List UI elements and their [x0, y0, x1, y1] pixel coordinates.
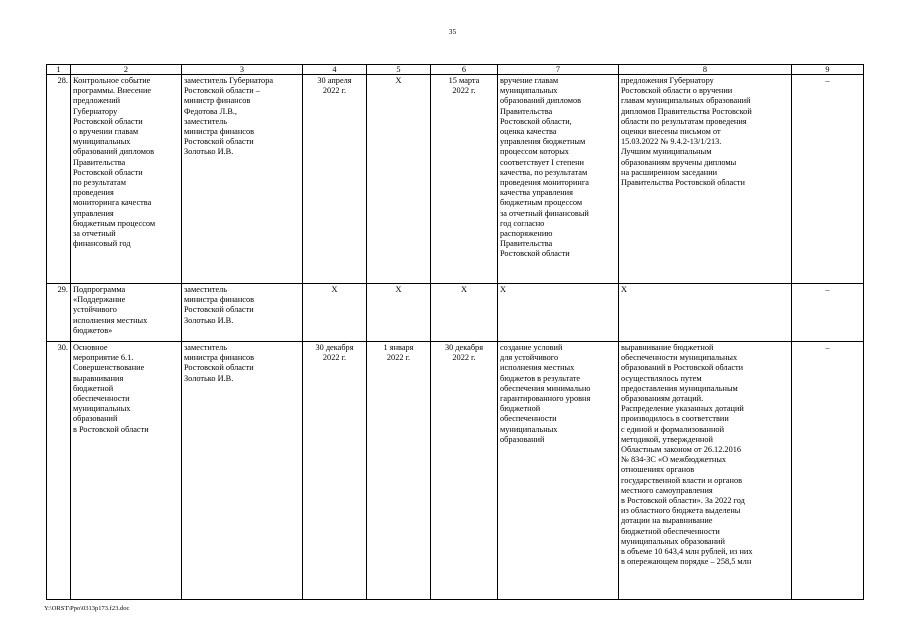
- event-name-line: бюджетным процессом: [73, 218, 156, 228]
- event-name-line: по результатам: [73, 178, 126, 188]
- expected-result-line: управления бюджетным: [500, 137, 586, 147]
- header-cell: 2: [71, 65, 182, 75]
- actual-result-line: области по результатам проведения: [621, 116, 747, 126]
- actual-result-line: предоставления муниципальным: [621, 383, 738, 393]
- responsible-executor-line: министр финансов: [184, 96, 251, 106]
- actual-result-line: Лучшим муниципальным: [621, 147, 712, 157]
- expected-result-line: вручение главам: [500, 76, 559, 85]
- responsible-executor-line: Федотова Л.В.,: [184, 106, 238, 116]
- event-name-line: Ростовской области: [73, 167, 143, 177]
- row-number-line: 30.: [57, 343, 68, 352]
- actual-result-line: предложения Губернатору: [621, 76, 714, 85]
- event-name-line: образований: [73, 414, 118, 424]
- notes-cell: [792, 75, 864, 284]
- responsible-executor-line: заместитель: [184, 116, 228, 126]
- start-date-line: Х: [395, 76, 402, 85]
- actual-result-line: осуществлялось путем: [621, 373, 702, 383]
- actual-result-line: с единой и формализованной: [621, 424, 725, 434]
- event-name-line: программы. Внесение: [73, 86, 152, 96]
- event-name-line: Контрольное событие: [73, 76, 151, 85]
- expected-result-line: Ростовской области,: [500, 116, 572, 126]
- page-number: 35: [448, 27, 457, 36]
- expected-result-line: для устойчивого: [500, 353, 559, 363]
- event-name-line: мероприятие 6.1.: [73, 353, 134, 363]
- expected-result-line: создание условий: [500, 343, 563, 352]
- event-name-line: Подпрограмма: [73, 285, 126, 294]
- row-number-cell: [47, 342, 71, 600]
- actual-result-line: обеспеченности муниципальных: [621, 353, 738, 363]
- header-cell: 3: [182, 65, 303, 75]
- actual-result-line: Ростовской области о вручении: [621, 86, 733, 96]
- responsible-executor-cell: [182, 75, 303, 284]
- expected-result-line: за отчетный финансовый: [500, 208, 589, 218]
- responsible-executor-line: министра финансов: [184, 295, 255, 305]
- actual-result-cell: [619, 342, 792, 600]
- event-name-line: проведения: [73, 188, 114, 198]
- expected-result-line: исполнения местных: [500, 363, 575, 373]
- event-name-line: за отчетный: [73, 229, 116, 239]
- event-name-line: мониторинга качества: [73, 198, 152, 208]
- planned-date-line: 2022 г.: [322, 86, 347, 96]
- event-name-line: бюджетов»: [73, 325, 113, 335]
- notes-line: –: [825, 343, 830, 352]
- actual-result-cell: [619, 284, 792, 342]
- notes-line: –: [825, 285, 830, 294]
- expected-result-line: процессом которых: [500, 147, 569, 157]
- event-name-line: управления: [73, 208, 114, 218]
- responsible-executor-line: Золотько И.В.: [184, 315, 234, 325]
- start-date-cell: [367, 284, 431, 342]
- actual-result-line: главам муниципальных образований: [621, 96, 751, 106]
- expected-result-line: оценка качества: [500, 127, 557, 137]
- event-name-line: Основное: [73, 343, 108, 352]
- expected-result-cell: [498, 284, 619, 342]
- row-number-line: 29.: [57, 285, 68, 294]
- actual-result-line: Правительства Ростовской области: [621, 178, 745, 188]
- file-path-footer: Y:\ORST\Ppo\0313p173.f23.doc: [44, 605, 130, 612]
- responsible-executor-line: заместитель Губернатора: [184, 76, 274, 85]
- event-name-line: муниципальных: [73, 137, 131, 147]
- event-name-line: муниципальных: [73, 404, 131, 414]
- actual-result-line: местного самоуправления: [621, 485, 713, 495]
- responsible-executor-line: Ростовской области: [184, 363, 254, 373]
- event-name-line: о вручении главам: [73, 127, 139, 137]
- planned-date-cell: [303, 284, 367, 342]
- actual-result-line: № 834-ЗС «О межбюджетных: [621, 455, 727, 465]
- expected-result-line: бюджетов в результате: [500, 373, 581, 383]
- responsible-executor-line: заместитель: [184, 285, 228, 294]
- expected-result-line: Правительства: [500, 239, 553, 249]
- event-name-line: исполнения местных: [73, 315, 148, 325]
- actual-result-line: методикой, утвержденной: [621, 434, 713, 444]
- header-cell: 9: [792, 65, 864, 75]
- event-name-line: предложений: [73, 96, 121, 106]
- expected-result-line: бюджетной: [500, 404, 541, 414]
- planned-date-line: Х: [331, 285, 338, 294]
- expected-result-line: распоряжению: [500, 229, 553, 239]
- end-date-cell: [431, 342, 498, 600]
- expected-result-line: соответствует I степени: [500, 157, 584, 167]
- planned-date-cell: [303, 342, 367, 600]
- expected-result-cell: [498, 75, 619, 284]
- actual-result-line: отношениях органов: [621, 465, 695, 475]
- row-number-cell: [47, 75, 71, 284]
- actual-result-line: Распределение указанных дотаций: [621, 404, 744, 414]
- expected-result-line: гарантированного уровня: [500, 394, 591, 404]
- table-row: [47, 342, 864, 600]
- event-name-line: Совершенствование: [73, 363, 145, 373]
- responsible-executor-line: Золотько И.В.: [184, 373, 234, 383]
- actual-result-line: в объеме 10 643,4 млн рублей, из них: [621, 547, 753, 557]
- actual-result-line: бюджетной обеспеченности: [621, 526, 720, 536]
- expected-result-line: образований дипломов: [500, 96, 582, 106]
- event-name-cell: [71, 284, 182, 342]
- start-date-line: 1 января: [383, 343, 414, 352]
- start-date-cell: [367, 75, 431, 284]
- responsible-executor-line: Золотько И.В.: [184, 147, 234, 157]
- end-date-line: Х: [461, 285, 467, 294]
- expected-result-line: Ростовской области: [500, 249, 570, 259]
- responsible-executor-line: Ростовской области –: [184, 86, 260, 96]
- event-name-line: устойчивого: [73, 305, 117, 315]
- planned-date-line: 30 апреля: [317, 76, 352, 85]
- event-name-line: финансовый год: [73, 239, 131, 249]
- expected-result-line: муниципальных: [500, 86, 558, 96]
- header-cell: 4: [303, 65, 367, 75]
- actual-result-line: дипломов Правительства Ростовской: [621, 106, 752, 116]
- expected-result-line: муниципальных: [500, 424, 558, 434]
- end-date-line: 2022 г.: [452, 353, 476, 363]
- actual-result-line: образованиям дотаций.: [621, 394, 704, 404]
- event-name-line: выравнивания: [73, 373, 124, 383]
- event-name-cell: [71, 342, 182, 600]
- actual-result-line: образований в Ростовской области: [621, 363, 744, 373]
- actual-result-line: Х: [621, 285, 627, 294]
- responsible-executor-cell: [182, 284, 303, 342]
- responsible-executor-cell: [182, 342, 303, 600]
- notes-cell: [792, 284, 864, 342]
- expected-result-line: Х: [500, 285, 506, 294]
- end-date-line: 2022 г.: [452, 86, 476, 96]
- header-cell: 6: [431, 65, 498, 75]
- start-date-line: Х: [395, 285, 402, 294]
- actual-result-line: государственной власти и органов: [621, 475, 743, 485]
- responsible-executor-line: министра финансов: [184, 127, 255, 137]
- table-row: [47, 284, 864, 342]
- actual-result-cell: [619, 75, 792, 284]
- header-row: [47, 65, 864, 75]
- actual-result-line: из областного бюджета выделены: [621, 506, 741, 516]
- event-name-line: бюджетной: [73, 383, 114, 393]
- expected-result-line: качества, по результатам: [500, 167, 588, 177]
- table-row: [47, 75, 864, 284]
- header-cell: 1: [47, 65, 71, 75]
- header-cell: 8: [619, 65, 792, 75]
- responsible-executor-line: Ростовской области: [184, 137, 254, 147]
- event-name-line: Правительства: [73, 157, 126, 167]
- row-number-line: 28.: [57, 76, 68, 85]
- end-date-cell: [431, 284, 498, 342]
- end-date-line: 30 декабря: [444, 343, 484, 352]
- notes-cell: [792, 342, 864, 600]
- event-name-line: обеспеченности: [73, 394, 130, 404]
- planned-date-cell: [303, 75, 367, 284]
- expected-result-line: обеспеченности: [500, 414, 557, 424]
- actual-result-line: оценки внесены письмом от: [621, 127, 721, 137]
- event-name-line: «Поддержание: [73, 295, 126, 305]
- end-date-cell: [431, 75, 498, 284]
- expected-result-line: обеспечения минимально: [500, 383, 591, 393]
- notes-line: –: [825, 76, 830, 85]
- expected-result-line: образований: [500, 434, 545, 444]
- expected-result-line: качества управления: [500, 188, 573, 198]
- end-date-line: 15 марта: [448, 76, 480, 85]
- expected-result-line: проведения мониторинга: [500, 178, 589, 188]
- start-date-cell: [367, 342, 431, 600]
- responsible-executor-line: Ростовской области: [184, 305, 254, 315]
- expected-result-cell: [498, 342, 619, 600]
- actual-result-line: муниципальных образований: [621, 536, 725, 546]
- actual-result-line: дотации на выравнивание: [621, 516, 713, 526]
- actual-result-line: образованиям вручены дипломы: [621, 157, 737, 167]
- event-name-line: образований дипломов: [73, 147, 155, 157]
- planned-date-line: 2022 г.: [322, 353, 347, 363]
- planned-date-line: 30 декабря: [315, 343, 354, 352]
- expected-result-line: год согласно: [500, 218, 545, 228]
- actual-result-line: в опережающем порядке – 258,5 млн: [621, 557, 752, 567]
- report-table: [46, 64, 864, 600]
- event-name-line: в Ростовской области: [73, 424, 149, 434]
- header-cell: 5: [367, 65, 431, 75]
- expected-result-line: бюджетным процессом: [500, 198, 583, 208]
- actual-result-line: на расширенном заседании: [621, 167, 718, 177]
- actual-result-line: Областным законом от 26.12.2016: [621, 445, 742, 455]
- actual-result-line: 15.03.2022 № 9.4.2-13/1/213.: [621, 137, 722, 147]
- expected-result-line: Правительства: [500, 106, 553, 116]
- header-cell: 7: [498, 65, 619, 75]
- event-name-line: Ростовской области: [73, 116, 143, 126]
- start-date-line: 2022 г.: [386, 353, 411, 363]
- actual-result-line: выравнивание бюджетной: [621, 343, 714, 352]
- actual-result-line: производилось в соответствии: [621, 414, 729, 424]
- event-name-cell: [71, 75, 182, 284]
- row-number-cell: [47, 284, 71, 342]
- event-name-line: Губернатору: [73, 106, 118, 116]
- actual-result-line: в Ростовской области». За 2022 год: [621, 496, 745, 506]
- responsible-executor-line: министра финансов: [184, 353, 255, 363]
- responsible-executor-line: заместитель: [184, 343, 228, 352]
